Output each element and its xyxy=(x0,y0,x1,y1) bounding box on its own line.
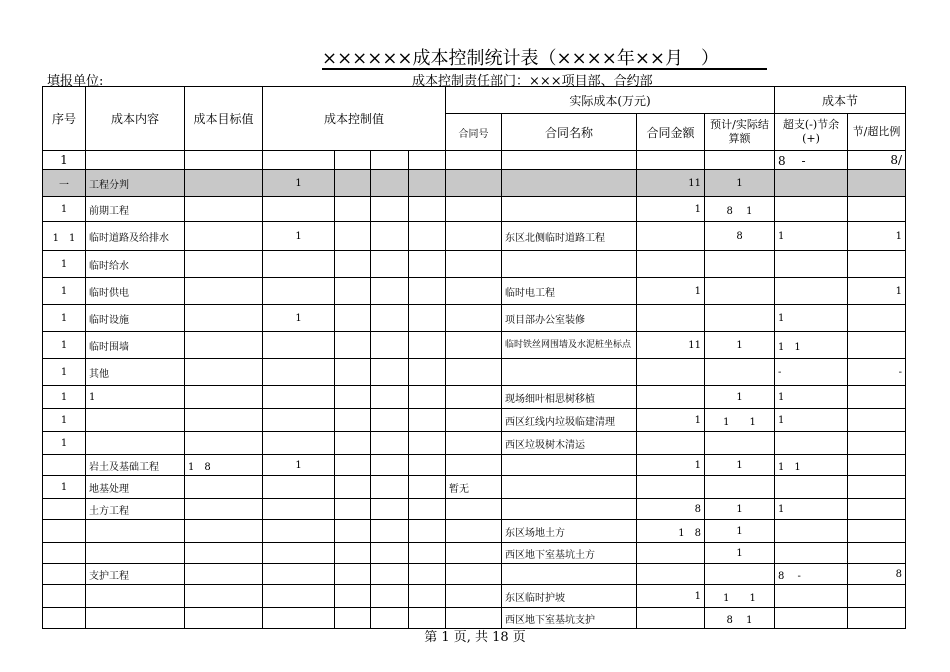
cell-ctrl2 xyxy=(335,151,371,170)
cell-name: 现场细叶相思树移植 xyxy=(502,386,637,409)
cell-ctrl2 xyxy=(335,543,371,564)
table-row xyxy=(43,332,906,359)
cell-no xyxy=(446,332,502,359)
cell-ctrl4 xyxy=(409,222,446,251)
cell-seq: 1 xyxy=(43,432,86,455)
cell-ctrl3 xyxy=(371,585,409,608)
cell-no xyxy=(446,151,502,170)
cell-ctrl2 xyxy=(335,476,371,499)
cell-ctrl1 xyxy=(263,543,335,564)
cell-seq: 1 xyxy=(43,476,86,499)
table-row xyxy=(43,278,906,305)
cell-over: 8 - xyxy=(775,151,848,170)
cell-target xyxy=(185,520,263,543)
table-row xyxy=(43,251,906,278)
cell-no xyxy=(446,359,502,386)
cell-no xyxy=(446,564,502,585)
cell-seq: 1 xyxy=(43,278,86,305)
table-row xyxy=(43,564,906,585)
cell-ctrl1 xyxy=(263,585,335,608)
cell-ratio xyxy=(848,476,906,499)
cell-settle: 1 xyxy=(705,170,775,197)
cell-name xyxy=(502,170,637,197)
cell-target xyxy=(185,170,263,197)
cell-ctrl4 xyxy=(409,564,446,585)
cell-amount: 11 xyxy=(637,332,705,359)
cell-amount xyxy=(637,151,705,170)
cell-settle: 1 1 xyxy=(705,409,775,432)
header-ratio: 节/超比例 xyxy=(848,114,906,151)
cell-target xyxy=(185,222,263,251)
cell-ctrl3 xyxy=(371,170,409,197)
cell-ctrl4 xyxy=(409,332,446,359)
cell-ctrl2 xyxy=(335,197,371,222)
cell-over xyxy=(775,476,848,499)
cell-seq: 1 xyxy=(43,197,86,222)
cell-ctrl2 xyxy=(335,305,371,332)
cell-ctrl3 xyxy=(371,543,409,564)
cell-no: 暂无 xyxy=(446,476,502,499)
cell-name: 西区垃圾树木清运 xyxy=(502,432,637,455)
cost-table xyxy=(42,86,906,629)
header-seq: 序号 xyxy=(43,87,86,151)
cell-content: 临时供电 xyxy=(86,278,185,305)
cell-ctrl3 xyxy=(371,520,409,543)
unit-label: 填报单位: xyxy=(47,74,104,89)
cell-no xyxy=(446,432,502,455)
cell-target xyxy=(185,251,263,278)
cell-seq: 1 xyxy=(43,305,86,332)
cell-ctrl1 xyxy=(263,332,335,359)
cell-seq: 1 xyxy=(43,151,86,170)
cell-amount xyxy=(637,476,705,499)
cell-ratio xyxy=(848,520,906,543)
cell-ctrl1 xyxy=(263,499,335,520)
cell-amount: 1 xyxy=(637,278,705,305)
cell-settle: 8 xyxy=(705,222,775,251)
cell-no xyxy=(446,305,502,332)
cell-seq: 1 xyxy=(43,386,86,409)
header-target: 成本目标值 xyxy=(185,87,263,151)
table-row xyxy=(43,359,906,386)
cell-seq xyxy=(43,543,86,564)
cell-amount: 1 xyxy=(637,455,705,476)
cell-name: 东区场地土方 xyxy=(502,520,637,543)
cell-no xyxy=(446,455,502,476)
cell-content: 支护工程 xyxy=(86,564,185,585)
cell-over xyxy=(775,197,848,222)
header-content: 成本内容 xyxy=(86,87,185,151)
table-row xyxy=(43,455,906,476)
cell-ratio xyxy=(848,251,906,278)
cell-seq: 1 xyxy=(43,251,86,278)
cell-amount: 1 xyxy=(637,409,705,432)
cell-no xyxy=(446,499,502,520)
cell-over: 1 xyxy=(775,409,848,432)
cell-ctrl1 xyxy=(263,520,335,543)
cell-target xyxy=(185,278,263,305)
table-row xyxy=(43,520,906,543)
cell-amount: 1 8 xyxy=(637,520,705,543)
cell-content xyxy=(86,543,185,564)
cell-name: 项目部办公室装修 xyxy=(502,305,637,332)
cell-content: 岩土及基础工程 xyxy=(86,455,185,476)
table-row xyxy=(43,432,906,455)
cell-ctrl4 xyxy=(409,476,446,499)
header-contract-no: 合同号 xyxy=(446,114,502,151)
cell-seq xyxy=(43,564,86,585)
header-overspend: 超支(-)节余(+) xyxy=(775,114,848,151)
cell-over: 1 1 xyxy=(775,455,848,476)
cell-name xyxy=(502,499,637,520)
cell-target xyxy=(185,476,263,499)
cell-content xyxy=(86,520,185,543)
cell-over: 1 xyxy=(775,386,848,409)
cell-ratio xyxy=(848,386,906,409)
cell-ctrl2 xyxy=(335,564,371,585)
cell-ctrl1: 1 xyxy=(263,222,335,251)
cell-content: 土方工程 xyxy=(86,499,185,520)
cell-over xyxy=(775,543,848,564)
cell-ctrl2 xyxy=(335,251,371,278)
cell-over xyxy=(775,520,848,543)
cell-content: 工程分判 xyxy=(86,170,185,197)
table-row xyxy=(43,476,906,499)
cell-settle: 1 xyxy=(705,332,775,359)
cell-content: 临时围墙 xyxy=(86,332,185,359)
cell-ctrl3 xyxy=(371,222,409,251)
cell-over: 8 - xyxy=(775,564,848,585)
cell-ctrl2 xyxy=(335,386,371,409)
cell-ctrl3 xyxy=(371,278,409,305)
cell-no xyxy=(446,520,502,543)
cell-amount: 1 xyxy=(637,197,705,222)
cell-ratio xyxy=(848,455,906,476)
cell-ctrl3 xyxy=(371,386,409,409)
cell-ctrl4 xyxy=(409,305,446,332)
cell-name: 西区红线内垃圾临建清理 xyxy=(502,409,637,432)
cell-ctrl1 xyxy=(263,432,335,455)
cell-name: 西区地下室基坑土方 xyxy=(502,543,637,564)
cell-content xyxy=(86,432,185,455)
cell-settle xyxy=(705,151,775,170)
cell-ctrl1: 1 xyxy=(263,455,335,476)
cell-target xyxy=(185,359,263,386)
cell-ctrl4 xyxy=(409,432,446,455)
cell-ctrl2 xyxy=(335,432,371,455)
cell-target xyxy=(185,151,263,170)
cell-ctrl3 xyxy=(371,499,409,520)
cell-no xyxy=(446,251,502,278)
cell-ctrl3 xyxy=(371,476,409,499)
cell-ctrl1: 1 xyxy=(263,170,335,197)
cell-target xyxy=(185,499,263,520)
cell-ctrl4 xyxy=(409,499,446,520)
cell-name xyxy=(502,476,637,499)
cell-seq xyxy=(43,520,86,543)
cell-settle: 1 1 xyxy=(705,585,775,608)
cell-target xyxy=(185,305,263,332)
cell-target xyxy=(185,409,263,432)
cell-over xyxy=(775,170,848,197)
table-row xyxy=(43,409,906,432)
cell-ctrl2 xyxy=(335,409,371,432)
cell-amount xyxy=(637,305,705,332)
cell-target xyxy=(185,543,263,564)
cell-ctrl4 xyxy=(409,386,446,409)
cell-target: 1 8 xyxy=(185,455,263,476)
cell-no xyxy=(446,278,502,305)
cell-settle: 1 xyxy=(705,499,775,520)
cell-content: 地基处理 xyxy=(86,476,185,499)
cell-name: 东区北侧临时道路工程 xyxy=(502,222,637,251)
table-body xyxy=(43,151,906,629)
cell-no xyxy=(446,197,502,222)
cell-ratio xyxy=(848,585,906,608)
cell-ctrl1 xyxy=(263,151,335,170)
cell-ctrl4 xyxy=(409,585,446,608)
cell-ctrl4 xyxy=(409,455,446,476)
cell-seq: 1 1 xyxy=(43,222,86,251)
cell-amount xyxy=(637,222,705,251)
cell-settle xyxy=(705,564,775,585)
cell-content: 临时道路及给排水 xyxy=(86,222,185,251)
cell-over: - xyxy=(775,359,848,386)
cell-over: 1 xyxy=(775,305,848,332)
header-saving: 成本节 xyxy=(775,87,906,114)
cell-name: 临时铁丝网围墙及水泥桩坐标点 xyxy=(502,332,637,359)
cell-name xyxy=(502,359,637,386)
cell-ctrl3 xyxy=(371,409,409,432)
cell-ctrl2 xyxy=(335,222,371,251)
cell-ctrl2 xyxy=(335,170,371,197)
cell-target xyxy=(185,585,263,608)
cell-ratio xyxy=(848,305,906,332)
table-row xyxy=(43,585,906,608)
cell-ctrl4 xyxy=(409,151,446,170)
cell-amount xyxy=(637,386,705,409)
cell-content xyxy=(86,151,185,170)
cell-seq: 1 xyxy=(43,332,86,359)
cell-ctrl1 xyxy=(263,359,335,386)
cell-target xyxy=(185,386,263,409)
table-row xyxy=(43,386,906,409)
header-contract-amount: 合同金额 xyxy=(637,114,705,151)
table-row xyxy=(43,197,906,222)
cell-amount: 1 xyxy=(637,585,705,608)
cell-content: 临时设施 xyxy=(86,305,185,332)
cell-ctrl3 xyxy=(371,359,409,386)
cell-target xyxy=(185,197,263,222)
cell-content: 其他 xyxy=(86,359,185,386)
table-row xyxy=(43,499,906,520)
cell-ctrl1 xyxy=(263,409,335,432)
cell-amount xyxy=(637,564,705,585)
cell-ctrl1 xyxy=(263,564,335,585)
table-row xyxy=(43,222,906,251)
cell-content: 临时给水 xyxy=(86,251,185,278)
cell-settle: 8 1 xyxy=(705,197,775,222)
cell-ratio: 8 xyxy=(848,564,906,585)
cell-no xyxy=(446,543,502,564)
cell-ctrl4 xyxy=(409,278,446,305)
cell-ratio: 8/ xyxy=(848,151,906,170)
cell-name: 东区临时护坡 xyxy=(502,585,637,608)
cell-over: 1 xyxy=(775,222,848,251)
cell-ctrl4 xyxy=(409,520,446,543)
cell-seq xyxy=(43,455,86,476)
cell-no xyxy=(446,386,502,409)
cell-ctrl2 xyxy=(335,278,371,305)
cell-seq: 1 xyxy=(43,359,86,386)
cell-target xyxy=(185,332,263,359)
cell-ctrl4 xyxy=(409,197,446,222)
cell-content: 前期工程 xyxy=(86,197,185,222)
cell-settle: 1 xyxy=(705,386,775,409)
header-control: 成本控制值 xyxy=(263,87,446,151)
cell-name xyxy=(502,251,637,278)
header-settle: 预计/实际结算额 xyxy=(705,114,775,151)
cell-over xyxy=(775,432,848,455)
cell-amount xyxy=(637,543,705,564)
cell-ctrl1 xyxy=(263,197,335,222)
cell-name xyxy=(502,564,637,585)
cell-settle xyxy=(705,359,775,386)
cell-settle: 1 xyxy=(705,543,775,564)
cell-ratio xyxy=(848,543,906,564)
cell-content xyxy=(86,409,185,432)
cell-seq xyxy=(43,585,86,608)
table-row xyxy=(43,151,906,170)
cell-over: 1 xyxy=(775,499,848,520)
cell-settle: 1 xyxy=(705,455,775,476)
table-row xyxy=(43,543,906,564)
cell-settle xyxy=(705,251,775,278)
cell-ctrl3 xyxy=(371,332,409,359)
cell-no xyxy=(446,585,502,608)
cell-settle: 8 1 xyxy=(705,608,775,629)
cell-name xyxy=(502,151,637,170)
header-contract-name: 合同名称 xyxy=(502,114,637,151)
cell-amount: 8 xyxy=(637,499,705,520)
cell-name xyxy=(502,197,637,222)
cell-ratio: 1 xyxy=(848,278,906,305)
cell-ratio xyxy=(848,332,906,359)
cell-ctrl2 xyxy=(335,520,371,543)
cell-over xyxy=(775,585,848,608)
cell-ratio xyxy=(848,170,906,197)
cell-seq: 一 xyxy=(43,170,86,197)
cell-no xyxy=(446,170,502,197)
cell-ratio xyxy=(848,197,906,222)
cell-ctrl3 xyxy=(371,305,409,332)
cell-seq: 1 xyxy=(43,409,86,432)
cell-ctrl1 xyxy=(263,476,335,499)
cell-settle xyxy=(705,432,775,455)
cell-ctrl2 xyxy=(335,455,371,476)
cell-settle xyxy=(705,476,775,499)
cell-ctrl4 xyxy=(409,170,446,197)
cell-ctrl2 xyxy=(335,359,371,386)
cell-ctrl1 xyxy=(263,386,335,409)
cell-target xyxy=(185,432,263,455)
cell-ctrl4 xyxy=(409,251,446,278)
cell-ratio: 1 xyxy=(848,222,906,251)
cell-ctrl2 xyxy=(335,499,371,520)
cell-amount xyxy=(637,432,705,455)
cell-ctrl4 xyxy=(409,359,446,386)
cell-ctrl3 xyxy=(371,151,409,170)
cell-no xyxy=(446,409,502,432)
cell-ctrl1: 1 xyxy=(263,305,335,332)
cell-settle xyxy=(705,278,775,305)
table-row xyxy=(43,305,906,332)
cell-no xyxy=(446,222,502,251)
cell-ctrl1 xyxy=(263,278,335,305)
cell-ratio xyxy=(848,499,906,520)
cell-name: 临时电工程 xyxy=(502,278,637,305)
cell-target xyxy=(185,564,263,585)
cell-ctrl2 xyxy=(335,585,371,608)
header-row-1 xyxy=(43,87,906,114)
cell-ctrl3 xyxy=(371,455,409,476)
cell-ctrl4 xyxy=(409,543,446,564)
cell-ctrl3 xyxy=(371,251,409,278)
cell-over xyxy=(775,251,848,278)
page-title: ××××××成本控制统计表（××××年××月 ） xyxy=(322,48,719,69)
cell-over: 1 1 xyxy=(775,332,848,359)
cell-ctrl2 xyxy=(335,332,371,359)
page-footer: 第 1 页, 共 18 页 xyxy=(424,630,526,645)
cell-ctrl3 xyxy=(371,432,409,455)
dept-label: 成本控制责任部门：×××项目部、合约部 xyxy=(412,74,653,89)
cell-ratio xyxy=(848,432,906,455)
cell-name: 西区地下室基坑支护 xyxy=(502,608,637,629)
table-row xyxy=(43,170,906,197)
cell-seq xyxy=(43,499,86,520)
cell-ctrl3 xyxy=(371,564,409,585)
cell-settle: 1 xyxy=(705,520,775,543)
cell-ratio xyxy=(848,409,906,432)
cell-name xyxy=(502,455,637,476)
cell-amount xyxy=(637,251,705,278)
cell-ctrl3 xyxy=(371,197,409,222)
cell-settle xyxy=(705,305,775,332)
cell-amount: 11 xyxy=(637,170,705,197)
cell-content xyxy=(86,585,185,608)
cell-over xyxy=(775,278,848,305)
cell-ctrl4 xyxy=(409,409,446,432)
header-actual: 实际成本(万元) xyxy=(446,87,775,114)
cell-ctrl1 xyxy=(263,251,335,278)
cell-content: 1 xyxy=(86,386,185,409)
cell-amount xyxy=(637,359,705,386)
cell-ratio: - xyxy=(848,359,906,386)
